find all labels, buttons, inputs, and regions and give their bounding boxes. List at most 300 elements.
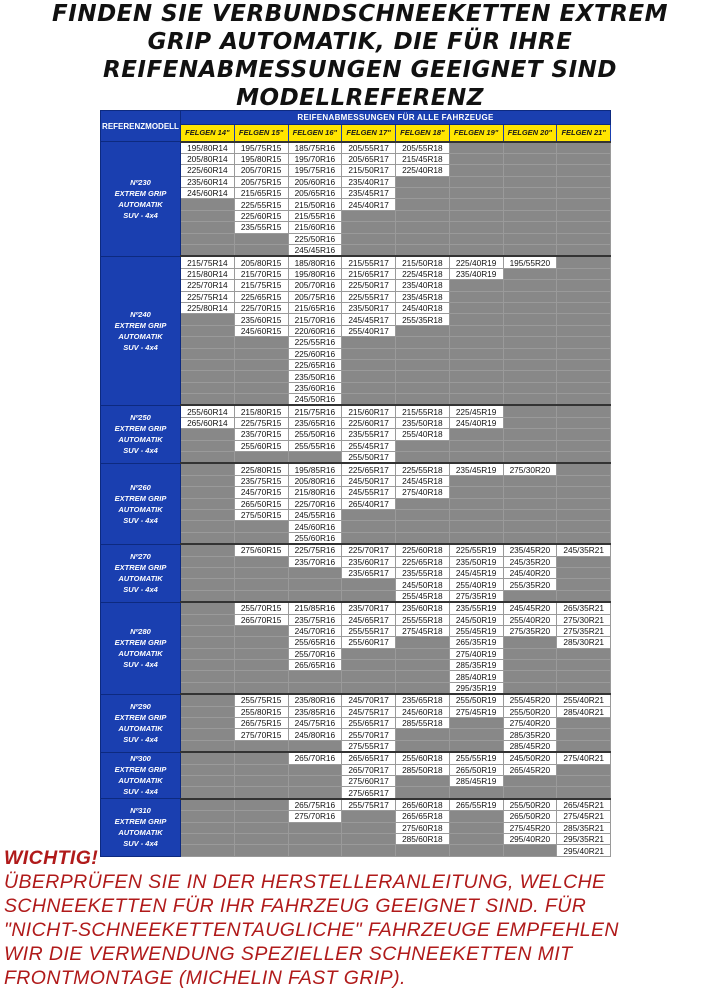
empty-cell: [288, 787, 342, 799]
empty-cell: [503, 510, 557, 521]
empty-cell: [396, 348, 450, 359]
empty-cell: [181, 614, 235, 625]
empty-cell: [181, 775, 235, 786]
model-label-line: Nº280: [130, 627, 151, 637]
model-label-line: SUV - 4x4: [123, 839, 158, 849]
tire-size-cell: 275/60R18: [396, 822, 450, 833]
empty-cell: [288, 452, 342, 464]
tire-size-cell: 255/40R18: [396, 429, 450, 440]
tire-size-cell: 255/40R17: [342, 325, 396, 336]
page-title: [0, 0, 720, 112]
tire-size-cell: 255/55R16: [288, 440, 342, 451]
tire-size-cell: 265/70R17: [342, 764, 396, 775]
tire-size-cell: 235/75R16: [288, 614, 342, 625]
empty-cell: [557, 405, 611, 417]
empty-cell: [342, 359, 396, 370]
notice-line: ÜBERPRÜFEN SIE IN DER HERSTELLERANLEITUNG, WELCHE: [4, 871, 606, 893]
model-label-line: SUV - 4x4: [123, 787, 158, 797]
empty-cell: [181, 498, 235, 509]
empty-cell: [503, 245, 557, 257]
empty-cell: [503, 348, 557, 359]
reference-model-cell: [101, 602, 181, 694]
empty-cell: [557, 371, 611, 382]
tire-size-cell: 235/70R15: [234, 429, 288, 440]
empty-cell: [503, 671, 557, 682]
empty-cell: [557, 532, 611, 544]
empty-cell: [234, 740, 288, 752]
empty-cell: [503, 165, 557, 176]
tire-size-cell: 265/60R14: [181, 417, 235, 428]
tire-size-cell: 215/50R18: [396, 256, 450, 268]
tire-size-cell: 275/35R21: [557, 625, 611, 636]
empty-cell: [396, 521, 450, 532]
empty-cell: [503, 590, 557, 602]
empty-cell: [234, 359, 288, 370]
tire-size-cell: 275/45R20: [503, 822, 557, 833]
model-label-line: Nº270: [130, 552, 151, 562]
empty-cell: [449, 394, 503, 406]
tire-size-cell: 245/80R16: [288, 729, 342, 740]
tire-size-cell: 235/60R15: [234, 314, 288, 325]
reference-model-cell: [101, 752, 181, 799]
tire-size-cell: 275/60R17: [342, 775, 396, 786]
empty-cell: [503, 648, 557, 659]
tire-size-cell: 215/60R17: [342, 405, 396, 417]
model-label-line: Nº290: [130, 702, 151, 712]
tire-size-cell: 245/60R16: [288, 521, 342, 532]
tire-size-cell: 285/60R18: [396, 833, 450, 844]
model-label-line: SUV - 4x4: [123, 446, 158, 456]
rim-size-header: FELGEN 19": [449, 125, 503, 142]
empty-cell: [181, 487, 235, 498]
tire-size-cell: 245/60R18: [396, 706, 450, 717]
tire-size-cell: 215/80R16: [288, 487, 342, 498]
empty-cell: [449, 371, 503, 382]
tire-size-cell: 275/55R17: [342, 740, 396, 752]
empty-cell: [234, 590, 288, 602]
empty-cell: [449, 718, 503, 729]
empty-cell: [181, 648, 235, 659]
tire-size-cell: 275/40R18: [396, 487, 450, 498]
table-row: [101, 544, 611, 556]
model-label-line: Nº240: [130, 309, 151, 319]
tire-size-cell: 235/55R17: [342, 429, 396, 440]
empty-cell: [557, 579, 611, 590]
empty-cell: [234, 579, 288, 590]
tire-size-cell: 275/70R16: [288, 811, 342, 822]
tire-size-cell: 265/35R19: [449, 637, 503, 648]
table-row: [101, 463, 611, 475]
empty-cell: [181, 394, 235, 406]
empty-cell: [557, 417, 611, 428]
empty-cell: [449, 532, 503, 544]
model-label-line: AUTOMATIK: [118, 199, 163, 209]
empty-cell: [181, 337, 235, 348]
empty-cell: [396, 532, 450, 544]
empty-cell: [449, 429, 503, 440]
reference-model-cell: [101, 256, 181, 405]
rim-size-header: FELGEN 20": [503, 125, 557, 142]
empty-cell: [396, 382, 450, 393]
empty-cell: [234, 625, 288, 636]
empty-cell: [449, 452, 503, 464]
empty-cell: [396, 787, 450, 799]
empty-cell: [557, 280, 611, 291]
empty-cell: [181, 245, 235, 257]
empty-cell: [503, 637, 557, 648]
empty-cell: [503, 337, 557, 348]
empty-cell: [342, 682, 396, 694]
tire-size-cell: 285/45R19: [449, 775, 503, 786]
model-label-line: EXTREM GRIP: [114, 817, 167, 827]
empty-cell: [449, 440, 503, 451]
title-line: GRIP AUTOMATIK, DIE FÜR IHRE: [147, 29, 573, 55]
tire-size-cell: 225/75R14: [181, 291, 235, 302]
tire-size-cell: 265/65R17: [342, 752, 396, 764]
empty-cell: [234, 787, 288, 799]
empty-cell: [234, 567, 288, 578]
tire-size-cell: 235/65R17: [342, 567, 396, 578]
empty-cell: [342, 337, 396, 348]
empty-cell: [181, 718, 235, 729]
tire-size-cell: 255/55R19: [449, 752, 503, 764]
tire-size-cell: 255/40R20: [503, 614, 557, 625]
empty-cell: [503, 475, 557, 486]
rim-size-header: FELGEN 17": [342, 125, 396, 142]
tire-size-cell: 185/80R16: [288, 256, 342, 268]
empty-cell: [503, 371, 557, 382]
notice-line: WIR DIE VERWENDUNG SPEZIELLER SCHNEEKETTEN MIT: [4, 943, 573, 965]
reference-model-cell: [101, 694, 181, 752]
empty-cell: [234, 371, 288, 382]
tire-size-cell: 235/50R16: [288, 371, 342, 382]
tire-size-cell: 255/60R16: [288, 532, 342, 544]
empty-cell: [557, 199, 611, 210]
tire-size-cell: 225/55R17: [342, 291, 396, 302]
empty-cell: [396, 188, 450, 199]
model-label-line: AUTOMATIK: [118, 776, 163, 786]
empty-cell: [503, 222, 557, 233]
empty-cell: [181, 740, 235, 752]
tire-size-cell: 255/70R15: [234, 602, 288, 614]
empty-cell: [181, 556, 235, 567]
model-label-line: AUTOMATIK: [118, 331, 163, 341]
empty-cell: [396, 660, 450, 671]
rim-size-header: FELGEN 16": [288, 125, 342, 142]
empty-cell: [396, 671, 450, 682]
empty-cell: [181, 544, 235, 556]
tire-size-cell: 265/40R17: [342, 498, 396, 509]
model-label-line: AUTOMATIK: [118, 435, 163, 445]
empty-cell: [557, 787, 611, 799]
title-line: FINDEN SIE VERBUNDSCHNEEKETTEN EXTREM: [52, 1, 668, 27]
empty-cell: [181, 752, 235, 764]
tire-size-cell: 215/65R15: [234, 188, 288, 199]
empty-cell: [557, 475, 611, 486]
empty-cell: [181, 532, 235, 544]
tire-size-cell: 225/50R17: [342, 280, 396, 291]
tire-size-cell: 255/70R16: [288, 648, 342, 659]
empty-cell: [449, 153, 503, 164]
empty-cell: [234, 245, 288, 257]
model-label-line: AUTOMATIK: [118, 828, 163, 838]
empty-cell: [449, 521, 503, 532]
empty-cell: [396, 440, 450, 451]
empty-cell: [181, 567, 235, 578]
tire-size-cell: 235/45R18: [396, 291, 450, 302]
empty-cell: [449, 337, 503, 348]
rim-size-header: FELGEN 15": [234, 125, 288, 142]
tire-size-cell: 215/55R18: [396, 405, 450, 417]
model-label-line: EXTREM GRIP: [114, 638, 167, 648]
empty-cell: [234, 452, 288, 464]
tire-size-cell: 225/45R19: [449, 405, 503, 417]
tire-size-cell: 255/50R17: [342, 452, 396, 464]
tire-size-cell: 235/65R16: [288, 417, 342, 428]
tire-size-cell: 245/50R19: [449, 614, 503, 625]
empty-cell: [396, 775, 450, 786]
empty-cell: [181, 382, 235, 393]
empty-cell: [557, 268, 611, 279]
empty-cell: [288, 775, 342, 786]
empty-cell: [288, 579, 342, 590]
table-row: [101, 694, 611, 706]
tire-size-cell: 275/40R21: [557, 752, 611, 764]
empty-cell: [449, 325, 503, 336]
tire-size-cell: 275/70R15: [234, 729, 288, 740]
tire-size-cell: 235/45R19: [449, 463, 503, 475]
empty-cell: [557, 325, 611, 336]
empty-cell: [449, 822, 503, 833]
tire-size-cell: 245/40R18: [396, 302, 450, 313]
empty-cell: [557, 222, 611, 233]
tire-size-cell: 255/35R20: [503, 579, 557, 590]
model-label-line: SUV - 4x4: [123, 515, 158, 525]
empty-cell: [503, 498, 557, 509]
model-label-line: SUV - 4x4: [123, 660, 158, 670]
tire-size-cell: 195/80R16: [288, 268, 342, 279]
tire-size-cell: 245/45R19: [449, 567, 503, 578]
tire-size-cell: 255/40R19: [449, 579, 503, 590]
tire-size-cell: 285/50R18: [396, 764, 450, 775]
table-row: [101, 799, 611, 811]
tire-size-cell: 225/65R18: [396, 556, 450, 567]
tire-size-cell: 245/70R16: [288, 625, 342, 636]
tire-size-cell: 235/80R16: [288, 694, 342, 706]
empty-cell: [181, 729, 235, 740]
tire-size-cell: 225/55R15: [234, 199, 288, 210]
tire-size-cell: 255/75R17: [342, 799, 396, 811]
empty-cell: [181, 833, 235, 844]
empty-cell: [396, 637, 450, 648]
empty-cell: [557, 764, 611, 775]
empty-cell: [342, 371, 396, 382]
empty-cell: [181, 822, 235, 833]
tire-size-cell: 265/50R19: [449, 764, 503, 775]
tire-size-cell: 255/40R21: [557, 694, 611, 706]
tire-size-cell: 265/75R15: [234, 718, 288, 729]
tire-size-cell: 255/80R15: [234, 706, 288, 717]
tire-size-cell: 225/40R18: [396, 165, 450, 176]
empty-cell: [181, 510, 235, 521]
table-body: [101, 142, 611, 857]
empty-cell: [396, 371, 450, 382]
tire-size-cell: 225/60R18: [396, 544, 450, 556]
empty-cell: [557, 233, 611, 244]
model-label-line: SUV - 4x4: [123, 735, 158, 745]
empty-cell: [234, 521, 288, 532]
reference-table: [100, 110, 611, 857]
empty-cell: [449, 280, 503, 291]
tire-size-cell: 235/75R15: [234, 475, 288, 486]
empty-cell: [557, 660, 611, 671]
empty-cell: [342, 660, 396, 671]
empty-cell: [503, 405, 557, 417]
tire-size-cell: 235/45R20: [503, 544, 557, 556]
tire-dimensions-header: REIFENABMESSUNGEN FÜR ALLE FAHRZEUGE: [181, 111, 611, 125]
tire-size-cell: 205/70R15: [234, 165, 288, 176]
empty-cell: [234, 775, 288, 786]
tire-size-cell: 245/45R16: [288, 245, 342, 257]
empty-cell: [503, 775, 557, 786]
empty-cell: [557, 556, 611, 567]
tire-size-cell: 245/75R17: [342, 706, 396, 717]
empty-cell: [181, 314, 235, 325]
empty-cell: [288, 833, 342, 844]
tire-size-cell: 245/50R18: [396, 579, 450, 590]
empty-cell: [449, 291, 503, 302]
empty-cell: [181, 625, 235, 636]
tire-size-cell: 255/45R17: [342, 440, 396, 451]
empty-cell: [396, 199, 450, 210]
empty-cell: [234, 671, 288, 682]
reference-model-cell: [101, 405, 181, 463]
empty-cell: [181, 764, 235, 775]
empty-cell: [449, 359, 503, 370]
tire-size-cell: 215/45R18: [396, 153, 450, 164]
tire-size-cell: 215/80R14: [181, 268, 235, 279]
empty-cell: [449, 210, 503, 221]
tire-size-cell: 265/65R16: [288, 660, 342, 671]
empty-cell: [557, 394, 611, 406]
empty-cell: [503, 210, 557, 221]
tire-size-cell: 245/45R18: [396, 475, 450, 486]
empty-cell: [449, 510, 503, 521]
tire-size-cell: 275/35R20: [503, 625, 557, 636]
empty-cell: [449, 233, 503, 244]
tire-size-cell: 275/40R20: [503, 718, 557, 729]
tire-size-cell: 235/70R17: [342, 602, 396, 614]
tire-size-cell: 235/60R18: [396, 602, 450, 614]
tire-size-cell: 225/60R15: [234, 210, 288, 221]
empty-cell: [234, 799, 288, 811]
empty-cell: [234, 752, 288, 764]
empty-cell: [557, 452, 611, 464]
tire-size-cell: 245/50R16: [288, 394, 342, 406]
tire-size-cell: 255/75R15: [234, 694, 288, 706]
model-label-line: EXTREM GRIP: [114, 424, 167, 434]
empty-cell: [396, 452, 450, 464]
empty-cell: [503, 487, 557, 498]
tire-size-cell: 265/35R21: [557, 602, 611, 614]
tire-size-cell: 225/65R17: [342, 463, 396, 475]
empty-cell: [449, 222, 503, 233]
tire-size-cell: 185/75R16: [288, 142, 342, 154]
empty-cell: [449, 245, 503, 257]
tire-size-cell: 295/40R20: [503, 833, 557, 844]
empty-cell: [557, 188, 611, 199]
tire-size-cell: 215/50R17: [342, 165, 396, 176]
title-line: MODELLREFERENZ: [236, 85, 484, 111]
empty-cell: [342, 222, 396, 233]
reference-model-header: REFERENZMODELL: [101, 111, 181, 142]
empty-cell: [234, 764, 288, 775]
tire-size-cell: 265/55R19: [449, 799, 503, 811]
tire-size-cell: 225/40R19: [449, 256, 503, 268]
tire-size-cell: 295/40R21: [557, 845, 611, 856]
tire-size-cell: 245/45R20: [503, 602, 557, 614]
empty-cell: [181, 602, 235, 614]
tire-size-cell: 245/60R14: [181, 188, 235, 199]
empty-cell: [181, 671, 235, 682]
tire-size-cell: 215/65R16: [288, 302, 342, 313]
empty-cell: [503, 660, 557, 671]
empty-cell: [557, 359, 611, 370]
tire-size-cell: 205/60R16: [288, 176, 342, 187]
model-label-line: Nº310: [130, 806, 151, 816]
tire-size-cell: 235/40R17: [342, 176, 396, 187]
model-label-line: EXTREM GRIP: [114, 765, 167, 775]
tire-size-cell: 275/45R19: [449, 706, 503, 717]
tire-size-cell: 195/75R16: [288, 165, 342, 176]
empty-cell: [503, 394, 557, 406]
tire-size-cell: 215/70R15: [234, 268, 288, 279]
empty-cell: [396, 233, 450, 244]
notice-line: FRONTMONTAGE (MICHELIN FAST GRIP).: [4, 967, 406, 989]
tire-size-cell: 245/75R16: [288, 718, 342, 729]
empty-cell: [557, 382, 611, 393]
reference-model-cell: [101, 463, 181, 544]
tire-size-cell: 255/45R18: [396, 590, 450, 602]
empty-cell: [557, 142, 611, 154]
empty-cell: [396, 325, 450, 336]
empty-cell: [396, 337, 450, 348]
tire-size-cell: 225/55R16: [288, 337, 342, 348]
tire-size-cell: 265/75R16: [288, 799, 342, 811]
tire-size-cell: 235/70R16: [288, 556, 342, 567]
tire-size-cell: 295/35R21: [557, 833, 611, 844]
empty-cell: [396, 245, 450, 257]
table-row: [101, 405, 611, 417]
empty-cell: [503, 359, 557, 370]
tire-size-cell: 225/60R16: [288, 348, 342, 359]
empty-cell: [449, 833, 503, 844]
notice-line: SCHNEEKETTEN FÜR IHR FAHRZEUG GEEIGNET SIND. FÜR: [4, 895, 587, 917]
tire-size-cell: 255/60R14: [181, 405, 235, 417]
empty-cell: [181, 660, 235, 671]
empty-cell: [503, 382, 557, 393]
model-label-line: AUTOMATIK: [118, 724, 163, 734]
empty-cell: [234, 648, 288, 659]
tire-size-cell: 235/40R18: [396, 280, 450, 291]
empty-cell: [503, 153, 557, 164]
empty-cell: [181, 694, 235, 706]
empty-cell: [342, 579, 396, 590]
empty-cell: [181, 475, 235, 486]
empty-cell: [181, 233, 235, 244]
empty-cell: [181, 579, 235, 590]
tire-size-cell: 255/45R19: [449, 625, 503, 636]
